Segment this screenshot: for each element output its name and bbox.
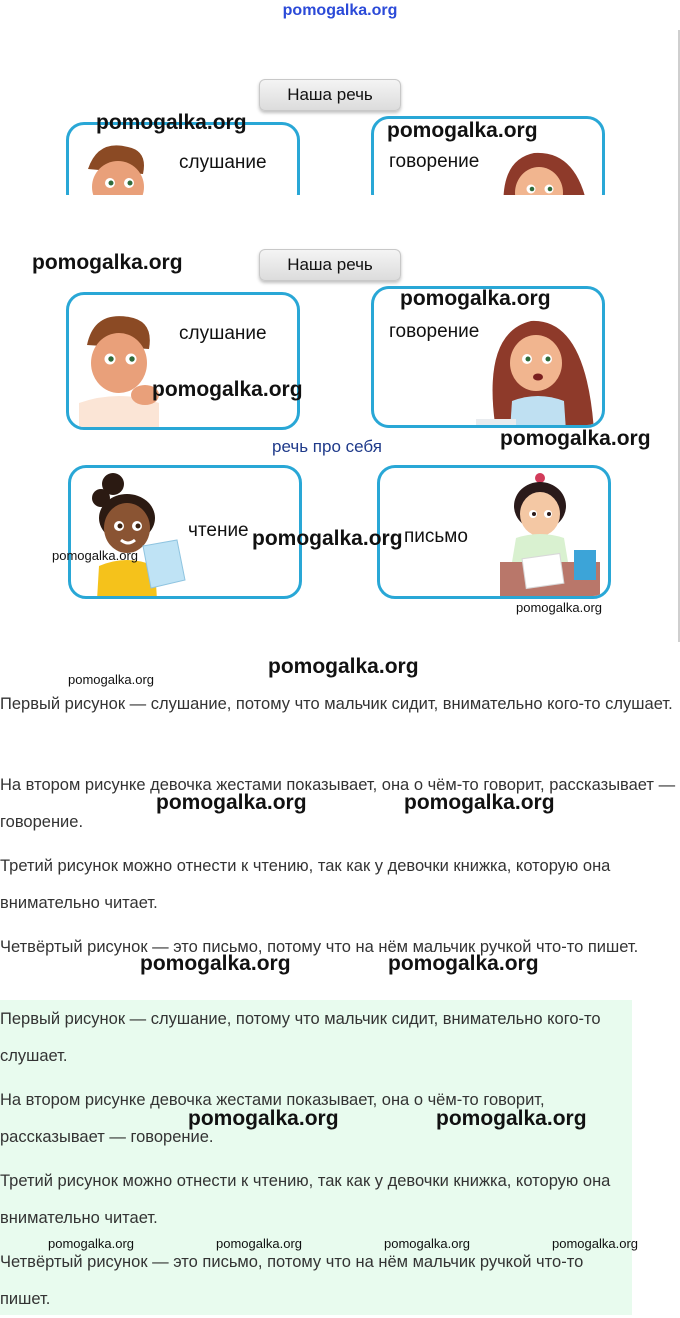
card-label-speaking: говорение: [389, 151, 480, 172]
watermark: pomogalka.org: [52, 548, 138, 563]
answer-paragraph-4: Четвёртый рисунок — это письмо, потому что на нём мальчик ручкой что-то пишет.: [0, 938, 639, 956]
watermark: pomogalka.org: [516, 600, 602, 615]
answer-highlight-block: [0, 1000, 632, 1315]
watermark: pomogalka.org: [48, 1236, 134, 1251]
card-label-listening: слушание: [179, 152, 267, 173]
watermark: pomogalka.org: [400, 287, 551, 310]
watermark: pomogalka.org: [384, 1236, 470, 1251]
girl-reading-icon: [85, 470, 195, 599]
watermark: pomogalka.org: [436, 1107, 587, 1130]
boy-listening-icon: [79, 309, 169, 430]
card-label-reading: чтение: [188, 520, 249, 541]
diagram-title-pill-2: Наша речь: [259, 249, 401, 281]
watermark: pomogalka.org: [552, 1236, 638, 1251]
girl-writing-icon: [496, 472, 608, 598]
card-label-writing: письмо: [404, 526, 468, 547]
answer-paragraph-2: На втором рисунке девочка жестами показывает, она о чём-то говорит, рассказывает — говорение.: [0, 776, 676, 831]
watermark: pomogalka.org: [140, 952, 291, 975]
watermark: pomogalka.org: [32, 251, 183, 274]
watermark: pomogalka.org: [68, 672, 154, 687]
girl-speaking-icon: [476, 313, 600, 428]
watermark: pomogalka.org: [96, 111, 247, 134]
highlight-paragraph-1: Первый рисунок — слушание, потому что мальчик сидит, внимательно кого-то слушает.: [0, 1010, 601, 1065]
watermark: pomogalka.org: [388, 952, 539, 975]
card-writing: [377, 465, 611, 599]
diagram-title-pill: Наша речь: [259, 79, 401, 111]
watermark: pomogalka.org: [156, 791, 307, 814]
middle-caption: речь про себя: [272, 437, 382, 456]
card-label-speaking-2: говорение: [389, 321, 480, 342]
highlight-paragraph-3: Третий рисунок можно отнести к чтению, так как у девочки книжка, которую она внимательно читает.: [0, 1172, 611, 1227]
card-listening-2: [66, 292, 300, 430]
highlight-paragraph-4: Четвёртый рисунок — это письмо, потому что на нём мальчик ручкой что-то пишет.: [0, 1253, 584, 1308]
answer-paragraph-1: Первый рисунок — слушание, потому что мальчик сидит, внимательно кого-то слушает.: [0, 695, 673, 713]
watermark: pomogalka.org: [216, 1236, 302, 1251]
watermark: pomogalka.org: [252, 527, 403, 550]
site-logo[interactable]: pomogalka.org: [282, 2, 398, 19]
watermark: pomogalka.org: [387, 119, 538, 142]
watermark: pomogalka.org: [188, 1107, 339, 1130]
crop-mask: [0, 195, 676, 225]
card-label-listening-2: слушание: [179, 323, 267, 344]
watermark: pomogalka.org: [268, 655, 419, 678]
highlight-paragraph-2: На втором рисунке девочка жестами показывает, она о чём-то говорит, рассказывает — говорение.: [0, 1091, 545, 1146]
watermark: pomogalka.org: [152, 378, 303, 401]
answer-paragraph-3: Третий рисунок можно отнести к чтению, так как у девочки книжка, которую она внимательно читает.: [0, 857, 611, 912]
watermark: pomogalka.org: [404, 791, 555, 814]
watermark: pomogalka.org: [500, 427, 651, 450]
